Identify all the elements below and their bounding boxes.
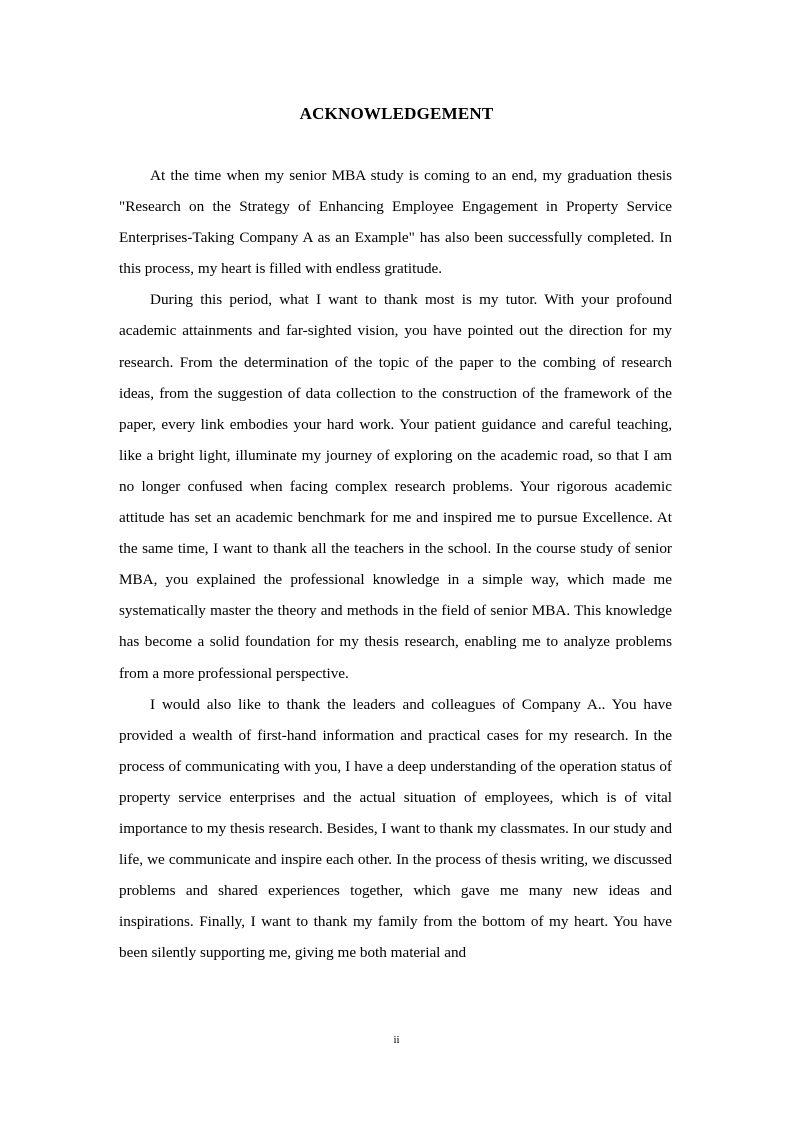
paragraph-3: I would also like to thank the leaders and colleagues of Company A.. You have provided a wealth of first-hand information and practical cases for my research. In the process of communicating with you, I have a deep understanding of the operation status of property service enterprises and the actual situation of employees, which is of vital importance to my thesis research. Besides, I want to thank my classmates. In our study and life, we communicate and inspire each other. In the process of thesis writing, we discussed problems and shared experiences together, which gave me many new ideas and inspirations. Finally, I want to thank my family from the bottom of my heart. You have been silently supporting me, giving me both material and (119, 695, 672, 962)
page-title: ACKNOWLEDGEMENT (299, 104, 494, 123)
acknowledgement-body (119, 160, 672, 968)
page-number: ii (393, 1034, 400, 1046)
paragraph-2: During this period, what I want to thank most is my tutor. With your profound academic attainments and far-sighted vision, you have pointed out the direction for my research. From the determination of the topic of the paper to the combing of research ideas, from the suggestion of data collection to the construction of the framework of the paper, every link embodies your hard work. Your patient guidance and careful teaching, like a bright light, illuminate my journey of exploring on the academic road, so that I am no longer confused when facing complex research problems. Your rigorous academic attitude has set an academic benchmark for me and inspired me to pursue Excellence. At the same time, I want to thank all the teachers in the school. In the course study of senior MBA, you explained the professional knowledge in a simple way, which made me systematically master the theory and methods in the field of senior MBA. This knowledge has become a solid foundation for my thesis research, enabling me to analyze problems from a more professional perspective. (119, 291, 672, 682)
paragraph-1: At the time when my senior MBA study is coming to an end, my graduation thesis "Research on the Strategy of Enhancing Employee Engagement in Property Service Enterprises-Taking Company A as an Example" has also been successfully completed. In this process, my heart is filled with endless gratitude. (119, 167, 672, 278)
